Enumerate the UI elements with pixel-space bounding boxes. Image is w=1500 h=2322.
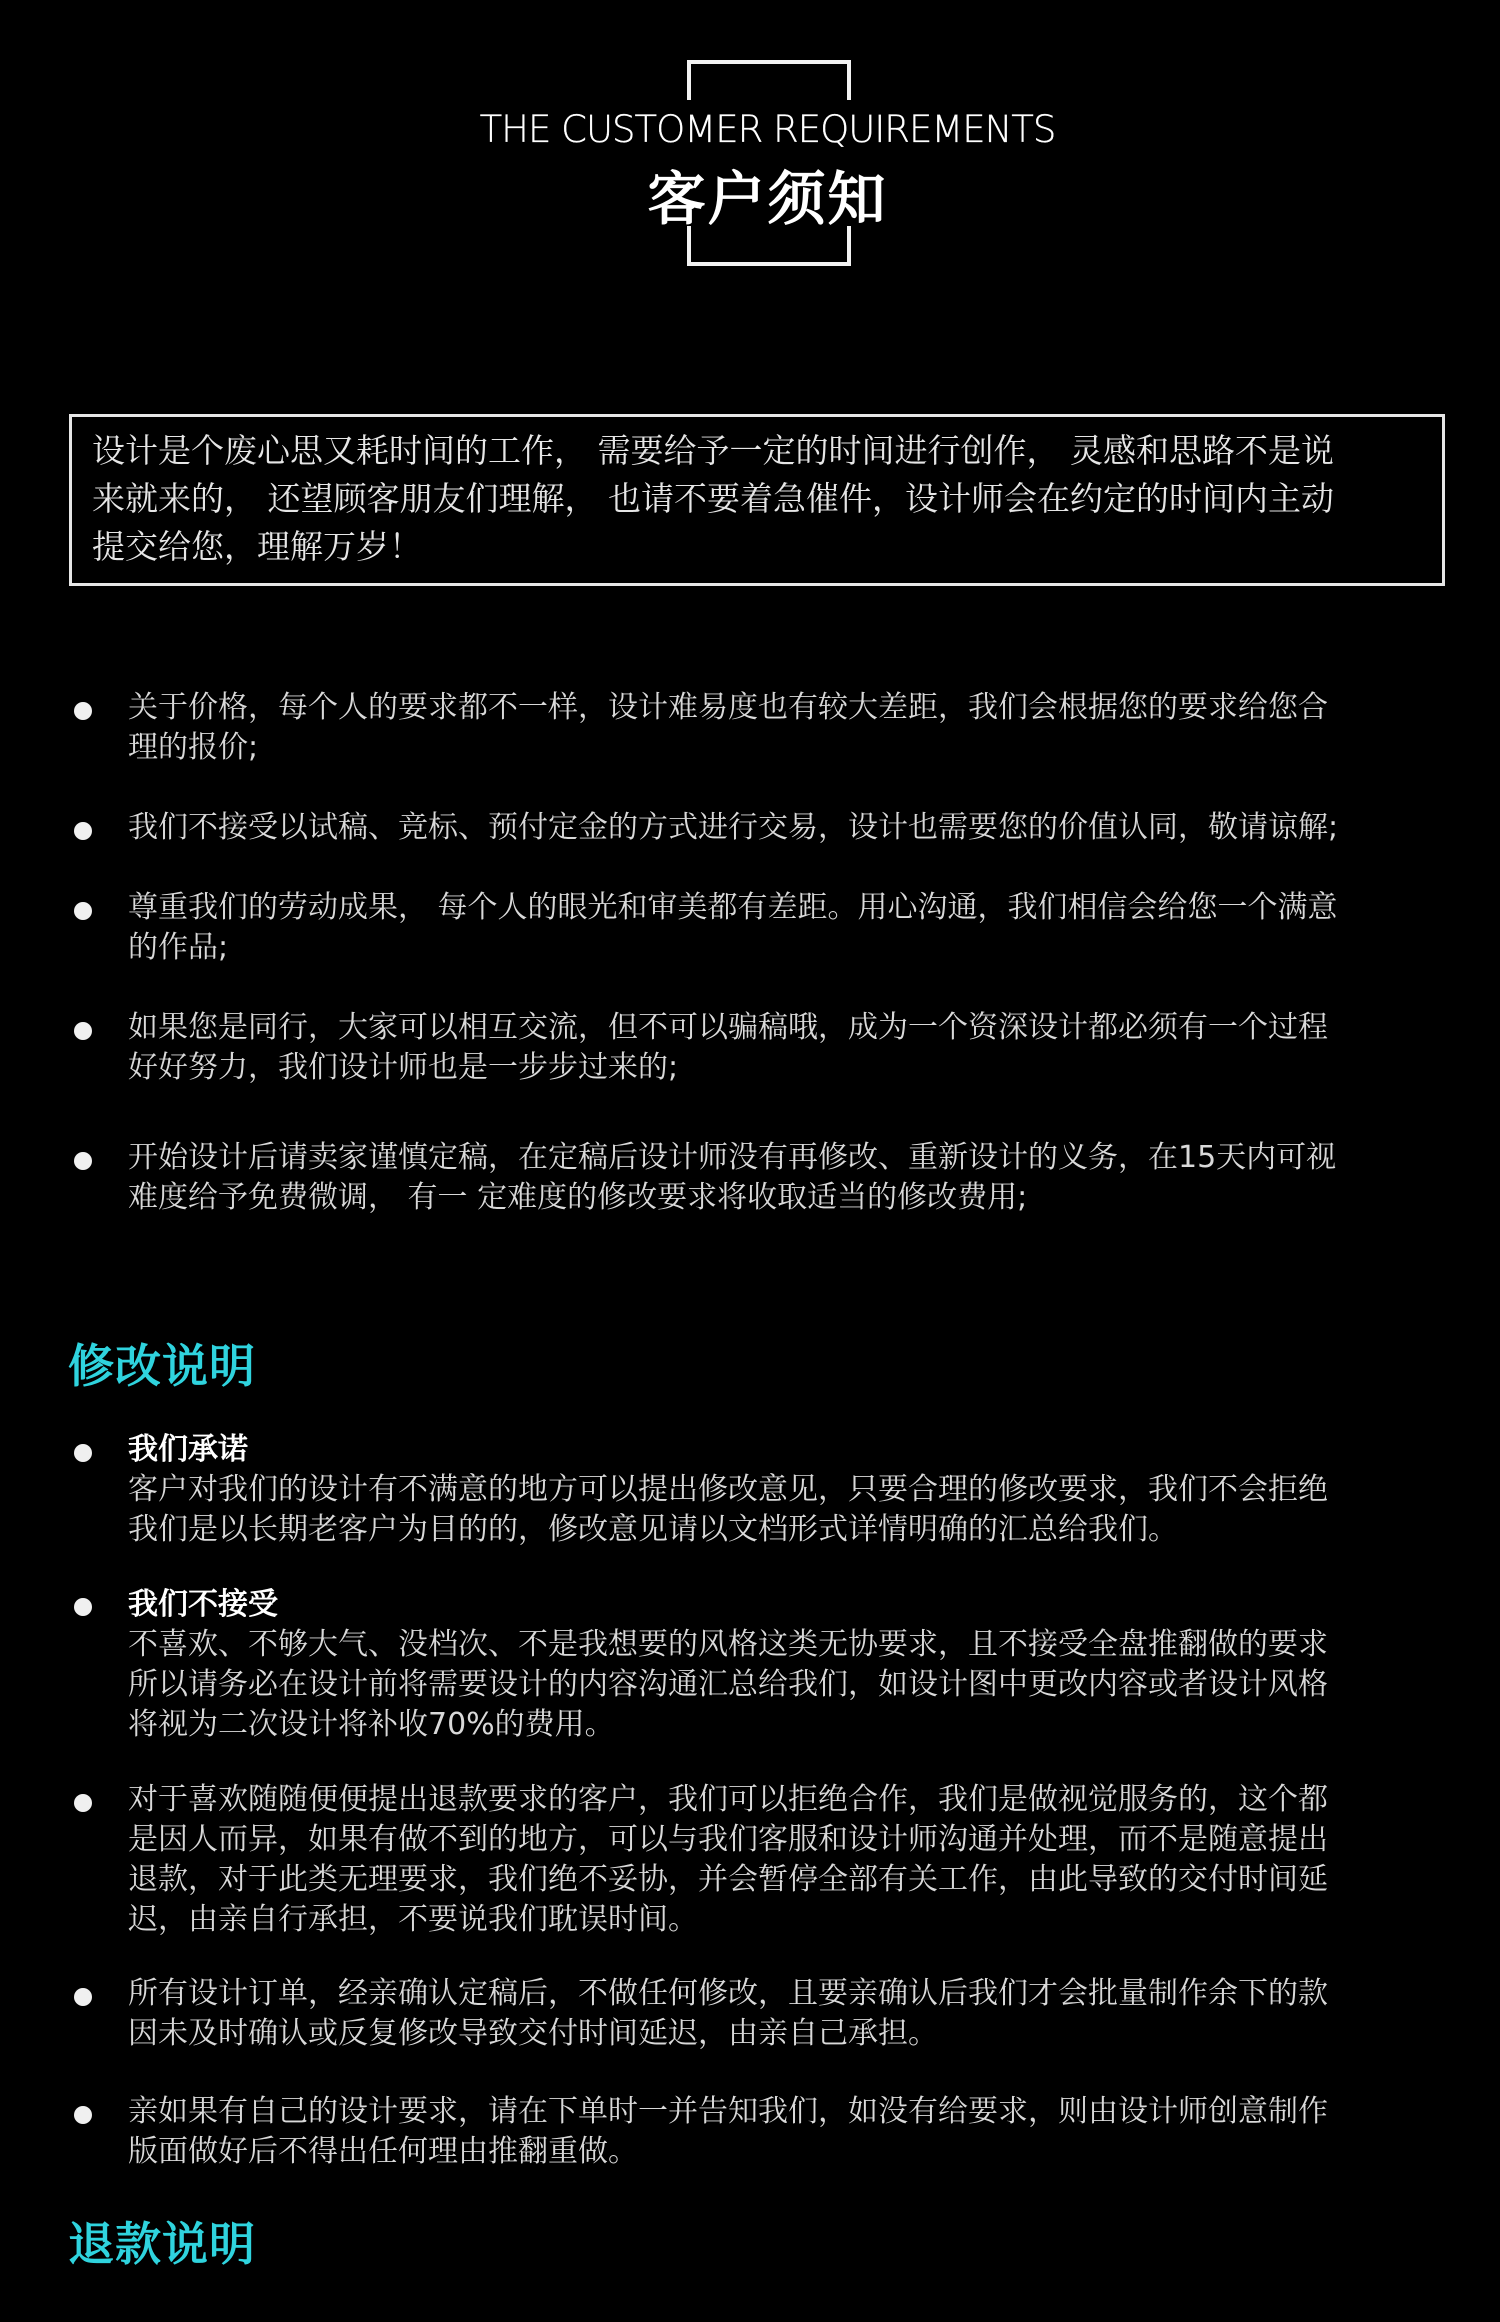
notice-line: 理的报价; [128, 730, 259, 765]
modification-item-title: 我们承诺 [128, 1432, 248, 1467]
header-bracket-top [687, 60, 851, 100]
notice-line: 好好努力，我们设计师也是一步步过来的; [128, 1050, 679, 1085]
notice-item [128, 688, 1448, 768]
bullet-dot [74, 1022, 92, 1040]
modification-line: 对于喜欢随随便便提出退款要求的客户，我们可以拒绝合作，我们是做视觉服务的，这个都 [128, 1782, 1328, 1817]
modification-line: 所以请务必在设计前将需要设计的内容沟通汇总给我们，如设计图中更改内容或者设计风格 [128, 1667, 1328, 1702]
notice-line: 如果您是同行，大家可以相互交流，但不可以骗稿哦，成为一个资深设计都必须有一个过程 [128, 1010, 1328, 1045]
notice-item [128, 1008, 1448, 1088]
bullet-dot [74, 1794, 92, 1812]
modification-item [128, 2092, 1448, 2172]
modification-line: 亲如果有自己的设计要求，请在下单时一并告知我们，如没有给要求，则由设计师创意制作 [128, 2094, 1328, 2129]
modification-line: 退款，对于此类无理要求，我们绝不妥协，并会暂停全部有关工作，由此导致的交付时间延 [128, 1862, 1328, 1897]
modification-item [128, 1974, 1448, 2054]
page-header [0, 60, 1500, 270]
modification-item [128, 1780, 1448, 1940]
notice-line: 尊重我们的劳动成果， 每个人的眼光和审美都有差距。用心沟通，我们相信会给您一个满意 [128, 890, 1338, 925]
modification-line: 因未及时确认或反复修改导致交付时间延迟，由亲自己承担。 [128, 2016, 938, 2051]
notice-line: 关于价格，每个人的要求都不一样，设计难易度也有较大差距，我们会根据您的要求给您合 [128, 690, 1328, 725]
modification-heading: 修改说明 [68, 1339, 256, 1393]
bullet-dot [74, 822, 92, 840]
notice-item [128, 1138, 1448, 1218]
modification-item-title: 我们不接受 [128, 1587, 278, 1622]
intro-box [69, 414, 1445, 586]
header-title-en: THE CUSTOMER REQUIREMENTS [479, 108, 1056, 151]
bullet-dot [74, 902, 92, 920]
bullet-dot [74, 702, 92, 720]
notice-line: 开始设计后请卖家谨慎定稿，在定稿后设计师没有再修改、重新设计的义务，在15天内可视 [128, 1140, 1337, 1175]
modification-line: 将视为二次设计将补收70%的费用。 [128, 1707, 615, 1742]
notice-item [128, 808, 1448, 848]
header-title-cn: 客户须知 [647, 165, 888, 233]
notice-line: 我们不接受以试稿、竞标、预付定金的方式进行交易，设计也需要您的价值认同，敬请谅解; [128, 810, 1339, 845]
bullet-dot [74, 2106, 92, 2124]
header-bracket-bottom [687, 226, 851, 266]
bullet-dot [74, 1598, 92, 1616]
modification-line: 版面做好后不得出任何理由推翻重做。 [128, 2134, 638, 2169]
modification-item [128, 1585, 1448, 1745]
modification-item [128, 1430, 1448, 1550]
modification-line: 是因人而异，如果有做不到的地方，可以与我们客服和设计师沟通并处理，而不是随意提出 [128, 1822, 1328, 1857]
intro-line: 来就来的， 还望顾客朋友们理解， 也请不要着急催件，设计师会在约定的时间内主动 [92, 479, 1334, 518]
modification-line: 我们是以长期老客户为目的的，修改意见请以文档形式详情明确的汇总给我们。 [128, 1512, 1178, 1547]
modification-line: 客户对我们的设计有不满意的地方可以提出修改意见，只要合理的修改要求，我们不会拒绝 [128, 1472, 1328, 1507]
bullet-dot [74, 1988, 92, 2006]
notice-item [128, 888, 1448, 968]
modification-line: 迟，由亲自行承担，不要说我们耽误时间。 [128, 1902, 698, 1937]
bullet-dot [74, 1152, 92, 1170]
notice-line: 的作品; [128, 930, 229, 965]
modification-line: 所有设计订单，经亲确认定稿后，不做任何修改，且要亲确认后我们才会批量制作余下的款 [128, 1976, 1328, 2011]
intro-line: 提交给您，理解万岁！ [92, 527, 422, 566]
modification-line: 不喜欢、不够大气、没档次、不是我想要的风格这类无协要求，且不接受全盘推翻做的要求 [128, 1627, 1328, 1662]
refund-heading: 退款说明 [68, 2217, 256, 2271]
bullet-dot [74, 1444, 92, 1462]
intro-line: 设计是个废心思又耗时间的工作， 需要给予一定的时间进行创作， 灵感和思路不是说 [92, 431, 1334, 470]
notice-line: 难度给予免费微调， 有一 定难度的修改要求将收取适当的修改费用; [128, 1180, 1028, 1215]
